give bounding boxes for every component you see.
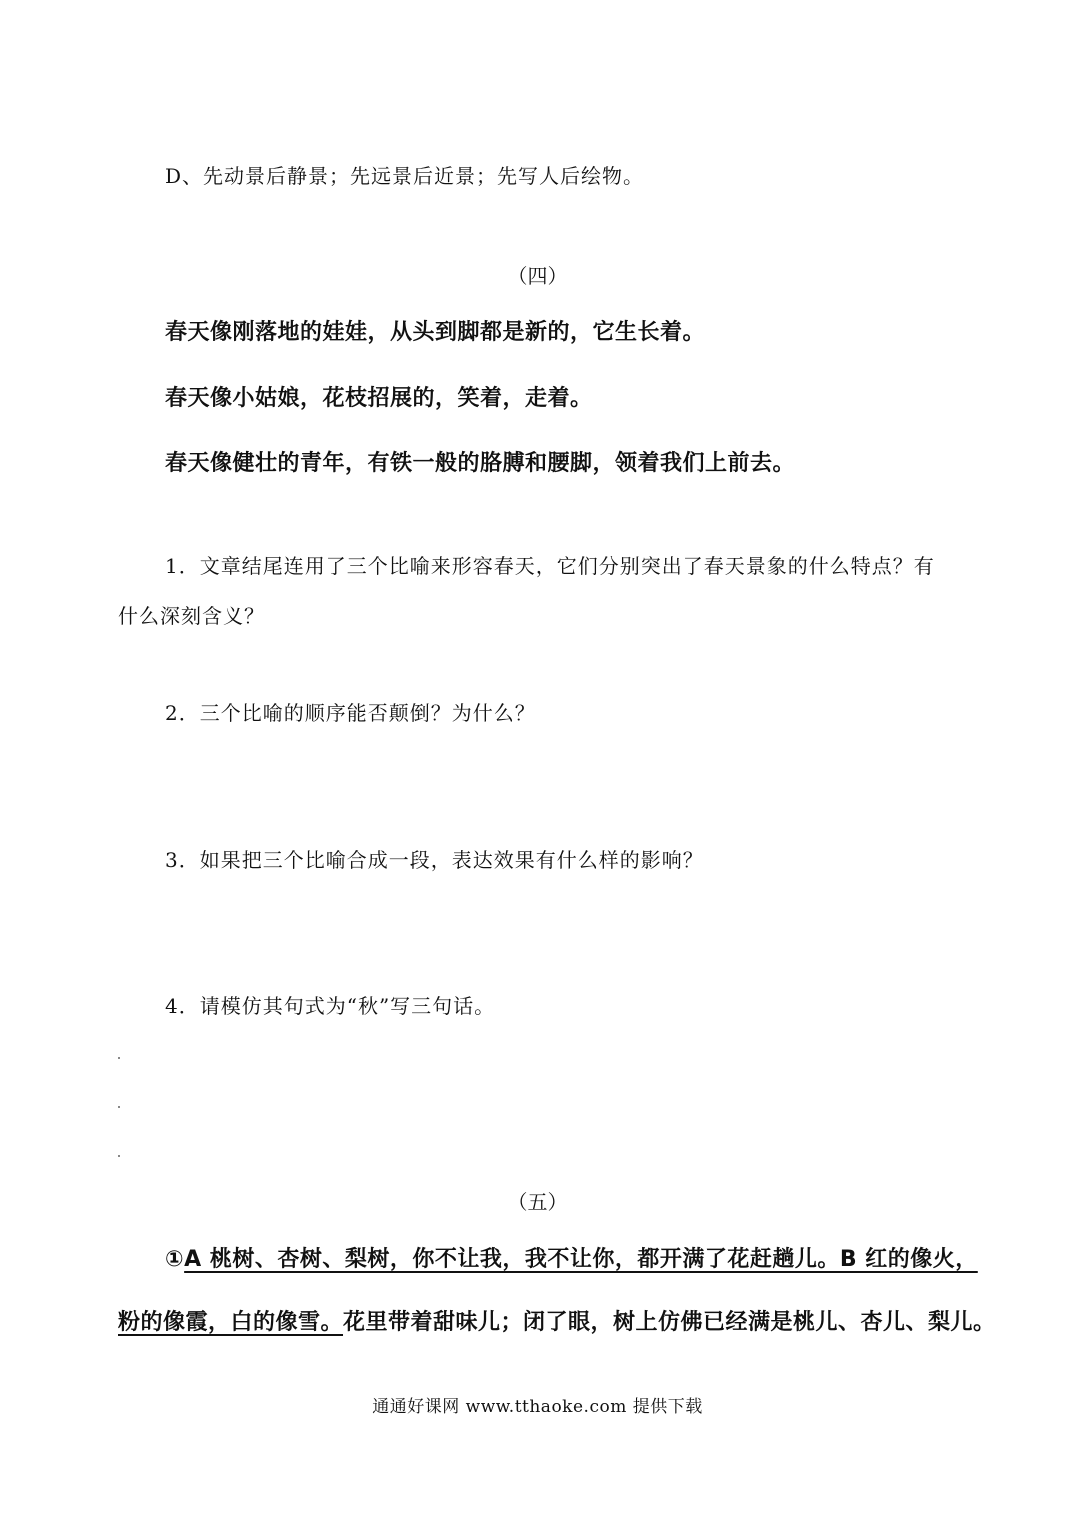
question-4: 4．请模仿其句式为“秋”写三句话。 — [165, 994, 496, 1018]
section-5-line-2 — [118, 1305, 996, 1336]
section-5-line-2-rest: 花里带着甜味儿；闭了眼，树上仿佛已经满是桃儿、杏儿、梨儿。 — [343, 1310, 996, 1335]
question-2: 2．三个比喻的顺序能否颠倒？为什么？ — [165, 701, 536, 725]
question-1-line-1: 1．文章结尾连用了三个比喻来形容春天，它们分别突出了春天景象的什么特点？有 — [165, 554, 935, 578]
question-1-line-2: 什么深刻含义？ — [118, 604, 265, 628]
circled-number-1: ① — [165, 1247, 185, 1272]
answer-line-marker — [118, 1155, 120, 1157]
answer-line-marker — [118, 1057, 120, 1059]
passage-line-2: 春天像小姑娘，花枝招展的，笑着，走着。 — [165, 386, 593, 411]
option-d: D、先动景后静景；先远景后近景；先写人后绘物。 — [165, 164, 645, 188]
section-4-title: （四） — [507, 264, 568, 288]
section-5-title: （五） — [507, 1190, 568, 1214]
section-5-line-1 — [165, 1242, 978, 1273]
answer-line-marker — [118, 1106, 120, 1108]
passage-line-1: 春天像刚落地的娃娃，从头到脚都是新的，它生长着。 — [165, 320, 706, 345]
underlined-text-a: A 桃树、杏树、梨树，你不让我，我不让你，都开满了花赶趟儿。B 红的像火， — [184, 1247, 978, 1272]
passage-line-3: 春天像健壮的青年，有铁一般的胳膊和腰脚，领着我们上前去。 — [165, 451, 796, 476]
question-3: 3．如果把三个比喻合成一段，表达效果有什么样的影响？ — [165, 848, 704, 872]
underlined-text-b: 粉的像霞，白的像雪。 — [118, 1310, 344, 1335]
page-footer: 通通好课网 www.tthaoke.com 提供下载 — [372, 1397, 703, 1417]
